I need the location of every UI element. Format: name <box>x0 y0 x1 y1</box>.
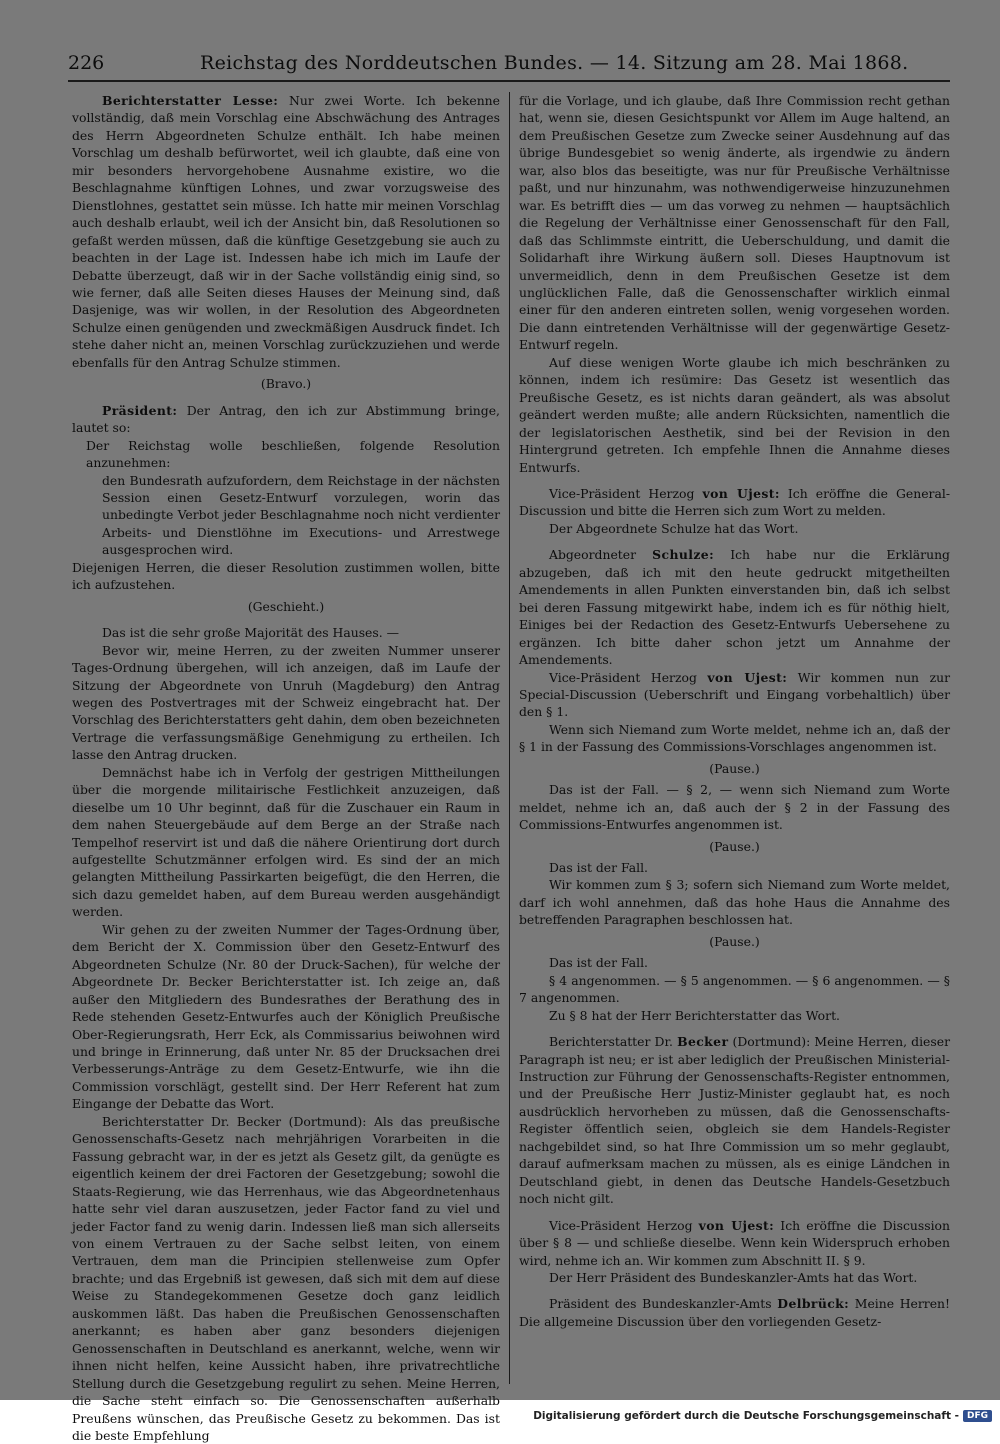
paragraph <box>519 669 950 721</box>
paragraph: für die Vorlage, und ich glaube, daß Ihre Commission recht gethan hat, wenn sie, diesen Gesichtspunkt vor Allem im Auge haltend, an dem Preußischen Gesetze zum Zwecke seiner Ausdehnung auf das übrige Bundesgebiet so wenig änderte, als irgendwie zu ändern war, also blos das beseitigte, was nur für Preußische Verhältnisse paßt, und nur hinzunahm, was nothwendigerweise hinzuzunehmen war. Es betrifft dies — um das vorweg zu nehmen — hauptsächlich die Regelung der Verhältnisse einer Genossenschaft für den Fall, daß das Schlimmste eintritt, die Ueberschuldung, und damit die Solidarhaft ihre Wirkung äußern soll. Dieses Hauptnovum ist unvermeidlich, denn in dem Preußischen Gesetze ist dem unglücklichen Falle, daß die Genossenschafter wirklich einmal einer für den anderen eintreten sollen, wenig vorgesehen worden. Die dann eintretenden Verhältnisse will der gegenwärtige Gesetz-Entwurf regeln. <box>519 93 950 353</box>
speaker-name: Präsident: <box>102 402 178 418</box>
paragraph: Demnächst habe ich in Verfolg der gestrigen Mittheilungen über die morgende militairische Festlichkeit anzuzeigen, daß dieselbe um 10 Uhr beginnt, daß für die Zuschauer ein Raum in dem nahen Steuergebäude auf dem Berge an der Straße nach Tempelhof reservirt ist und daß die nähere Orientirung dort durch aufgestellte Schutzmänner erfolgen wird. Es sind der an mich gelangten Mittheilung Passirkarten beigefügt, die den Herren, die sich dazu gemeldet haben, auf dem Bureau werden ausgehändigt werden. <box>72 764 500 920</box>
paragraph: Bevor wir, meine Herren, zu der zweiten Nummer unserer Tages-Ordnung übergehen, will ich anzeigen, daß im Laufe der Sitzung der Abgeordnete von Unruh (Magdeburg) den Antrag wegen des Postvertrages mit der Schweiz eingebracht hat. Der Vorschlag des Berichterstatters geht dahin, dem oben bezeichneten Vertrage die verfassungsmäßige Genehmigung zu ertheilen. Ich lasse den Antrag drucken. <box>72 642 500 763</box>
paragraph-text: (Dortmund): Als das preußische Genossenschafts-Gesetz nach mehrjährigen Vorarbeiten in die Fassung gebracht war, in der es jetzt als Gesetz gilt, da genügte es eigentlich keinem der drei Factoren der Gesetzgebung; sowohl die Staats-Regierung, wie das Herrenhaus, wie das Abgeordnetenhaus hatte sehr viel daran auszusetzen, jeder Factor fand zu viel und jeder Factor fand zu wenig darin. Indessen ließ man sich allerseits von einem Vertrauen zu der Sache selbst leiten, von einem Vertrauen, dem man die Principien stellenweise zum Opfer brachte; und das Ergebniß ist gewesen, daß sich mit dem auf diese Weise zu Standegekommenen Gesetze doch ganz leidlich auskommen läßt. Das haben die Preußischen Genossenschaften anerkannt; es haben aber ganz besonders diejenigen Genossenschaften in Deutschland es anerkannt, welche, wenn wir ihnen nicht helfen, keine Aussicht haben, ihre privatrechtliche Stellung durch die Gesetzgebung regulirt zu sehen. Meine Herren, die Sache steht einfach so. Die Genossenschaften außerhalb Preußens wünschen, das Preußische Gesetz zu bekommen. Das ist die beste Empfehlung <box>72 1113 501 1443</box>
paragraph: Wir kommen zum § 3; sofern sich Niemand zum Worte meldet, darf ich wohl annehmen, daß das hohe Haus die Annahme des betreffenden Paragraphen beschlossen hat. <box>519 877 950 928</box>
paragraph-text: Nur zwei Worte. Ich bekenne vollständig, daß mein Vorschlag eine Abschwächung des Antrages des Herrn Abgeordneten Schulze enthält. Ich habe meinen Vorschlag um deshalb befürwortet, weil ich glaubte, daß eine von mir besonders hervorgehobene Ausnahme existire, wo die Beschlagnahme künftigen Lohnes, und zwar vorzugsweise des Dienstlohnes, gestattet sein müsse. Ich hatte mir meinen Vorschlag auch deshalb erlaubt, weil ich der Ansicht bin, daß Resolutionen so gefaßt werden müssen, daß die künftige Gesetzgebung sie auch zu beachten in der Lage ist. Indessen habe ich mich im Laufe der Debatte überzeugt, daß wir in der Sache vollständig einig sind, so wie ferner, daß alle Seiten dieses Hauses der Meinung sind, daß Dasjenige, was wir wollen, in der Resolution des Abgeordneten Schulze einen genügenden und zweckmäßigen Ausdruck findet. Ich stehe daher nicht an, meinen Vorschlag zurückzuziehen und werde ebenfalls für den Antrag Schulze stimmen. <box>72 93 500 370</box>
right-column <box>519 92 950 1387</box>
speaker-title: Vice-Präsident Herzog <box>549 669 708 685</box>
dfg-logo: DFG <box>963 1410 992 1422</box>
paragraph: Das ist der Fall. — § 2, — wenn sich Niemand zum Worte meldet, nehme ich an, daß auch der § 2 in der Fassung des Commissions-Entwurfes angenommen ist. <box>519 782 950 833</box>
resolution-text: den Bundesrath aufzufordern, dem Reichstage in der nächsten Session einen Gesetz-Entwurf vorzulegen, worin das unbedingte Verbot jeder Beschlagnahme noch nicht verdienter Arbeits- und Dienstlöhne im Executions- und Arrestwege ausgesprochen wird. <box>102 472 500 558</box>
paragraph: Das ist der Fall. <box>549 860 648 876</box>
paragraph-text: Ich eröffne die General-Discussion und bitte die Herren sich zum Wort zu melden. <box>519 485 951 519</box>
paragraph <box>519 485 950 520</box>
speaker-title: Berichterstatter Dr. <box>549 1034 678 1050</box>
paragraph <box>72 1113 500 1444</box>
stage-direction: (Pause.) <box>709 838 760 854</box>
stage-direction: (Bravo.) <box>260 376 312 392</box>
resolution-intro: Der Reichstag wolle beschließen, folgende Resolution anzunehmen: <box>86 437 500 471</box>
speaker-title: Vice-Präsident Herzog <box>549 485 703 501</box>
paragraph <box>72 92 500 371</box>
paragraph: Wir gehen zu der zweiten Nummer der Tages-Ordnung über, dem Bericht der X. Commission über den Gesetz-Entwurf des Abgeordneten Schulze (Nr. 80 der Druck-Sachen), für welche der Abgeordnete Dr. Becker Berichterstatter ist. Ich zeige an, daß außer den Mitgliedern des Bundesrathes der Berathung des in Rede stehenden Gesetz-Entwurfes auch der Königlich Preußische Ober-Regierungsrath, Herr Eck, als Commissarius beiwohnen wird und bringe in Erinnerung, daß unter Nr. 85 der Drucksachen drei Verbesserungs-Anträge zu dem Gesetz-Entwurfe, wie ihn die Commission vorschlägt, gestellt sind. Der Herr Referent hat zum Eingange der Debatte das Wort. <box>72 921 500 1112</box>
paragraph-text: Wir kommen nun zur Special-Discussion (Ueberschrift und Eingang vorbehaltlich) über den § 1. <box>519 669 951 720</box>
paragraph: Der Abgeordnete Schulze hat das Wort. <box>549 520 799 536</box>
paragraph: Das ist der Fall. <box>549 955 648 971</box>
speaker-name: Delbrück: <box>777 1296 850 1312</box>
paragraph-text: (Dortmund): Meine Herren, dieser Paragraph ist neu; er ist aber lediglich der Preußischen Ministerial-Instruction zur Führung der Genossenschafts-Register entnommen, und der Preußische Herr Justiz-Minister geglaubt hat, es noch ausdrücklich hervorheben zu müssen, daß die Genossenschafts-Register öffentlich seien, obgleich sie dem Handels-Register nachgebildet sind, so hat Ihre Commission um so mehr geglaubt, darauf aufmerksam machen zu müssen, als es einige Ländchen in Deutschland giebt, in denen das Deutsche Handels-Gesetzbuch noch nicht gilt. <box>519 1034 950 1207</box>
paragraph: § 4 angenommen. — § 5 angenommen. — § 6 angenommen. — § 7 angenommen. <box>519 972 950 1006</box>
stage-direction: (Pause.) <box>709 933 760 949</box>
paragraph: Auf diese wenigen Worte glaube ich mich beschränken zu können, indem ich resümire: Das Gesetz ist wesentlich das Preußische Gesetz, es ist nichts daran geändert, als was absolut geändert werden mußte; alle andern Rücksichten, namentlich die der legislatorischen Aesthetik, sind bei der Revision in den Hintergrund getreten. Ich empfehle Ihnen die Annahme dieses Entwurfs. <box>519 354 950 475</box>
footer-text: Digitalisierung gefördert durch die Deutsche Forschungsgemeinschaft - <box>533 1410 959 1422</box>
speaker-name: von Ujest: <box>698 1217 775 1233</box>
speaker-name: Berichterstatter Dr. Becker <box>102 1113 282 1129</box>
column-divider <box>509 92 510 1384</box>
speaker-name: Becker <box>677 1034 729 1050</box>
header-rule <box>68 80 950 82</box>
paragraph <box>519 546 950 668</box>
left-column <box>72 92 501 1443</box>
stage-direction: (Geschieht.) <box>247 598 325 614</box>
funding-footer <box>533 1410 992 1422</box>
paragraph: Der Herr Präsident des Bundeskanzler-Amts hat das Wort. <box>549 1270 918 1285</box>
paragraph: Das ist die sehr große Majorität des Hauses. — <box>102 625 400 641</box>
paragraph <box>519 1033 950 1208</box>
paragraph <box>72 402 500 437</box>
paragraph <box>519 1295 950 1330</box>
paragraph-text: Ich habe nur die Erklärung abzugeben, daß ich mit den heute gedruckt mitgetheilten Amendements in allen Punkten einverstanden bin, daß ich selbst bei deren Fassung mitgewirkt habe, indem ich es für nöthig hielt, Einiges bei der Redaction des Gesetz-Entwurfs Uebersehene zu ergänzen. Ich bitte daher schon jetzt um Annahme der Amendements. <box>519 547 950 668</box>
speaker-title: Vice-Präsident Herzog <box>549 1217 699 1233</box>
page-number: 226 <box>68 52 105 74</box>
stage-direction: (Pause.) <box>709 760 760 776</box>
page-header <box>68 50 948 78</box>
speaker-name: von Ujest: <box>702 485 780 501</box>
paragraph: Wenn sich Niemand zum Worte meldet, nehme ich an, daß der § 1 in der Fassung des Commissions-Vorschlages angenommen ist. <box>519 721 950 755</box>
speaker-name: Schulze: <box>652 547 715 563</box>
paragraph-text: Meine Herren! Die allgemeine Discussion über den vorliegenden Gesetz- <box>519 1296 951 1329</box>
paragraph: Diejenigen Herren, die dieser Resolution zustimmen wollen, bitte ich aufzustehen. <box>72 559 500 593</box>
speaker-name: von Ujest: <box>707 669 788 685</box>
speaker-name: Berichterstatter Lesse: <box>102 93 279 108</box>
running-title: Reichstag des Norddeutschen Bundes. — 14. Sitzung am 28. Mai 1868. <box>200 52 909 74</box>
speaker-title: Abgeordneter <box>549 547 653 563</box>
speaker-title: Präsident des Bundeskanzler-Amts <box>549 1296 778 1312</box>
paragraph <box>519 1217 950 1269</box>
paragraph: Zu § 8 hat der Herr Berichterstatter das Wort. <box>549 1007 840 1023</box>
paragraph-text: Der Antrag, den ich zur Abstimmung bringe, lautet so: <box>72 402 500 436</box>
paragraph-text: Ich eröffne die Discussion über § 8 — und schließe dieselbe. Wenn kein Widerspruch erhoben wird, nehme ich an. Wir kommen zum Abschnitt II. § 9. <box>519 1217 950 1268</box>
